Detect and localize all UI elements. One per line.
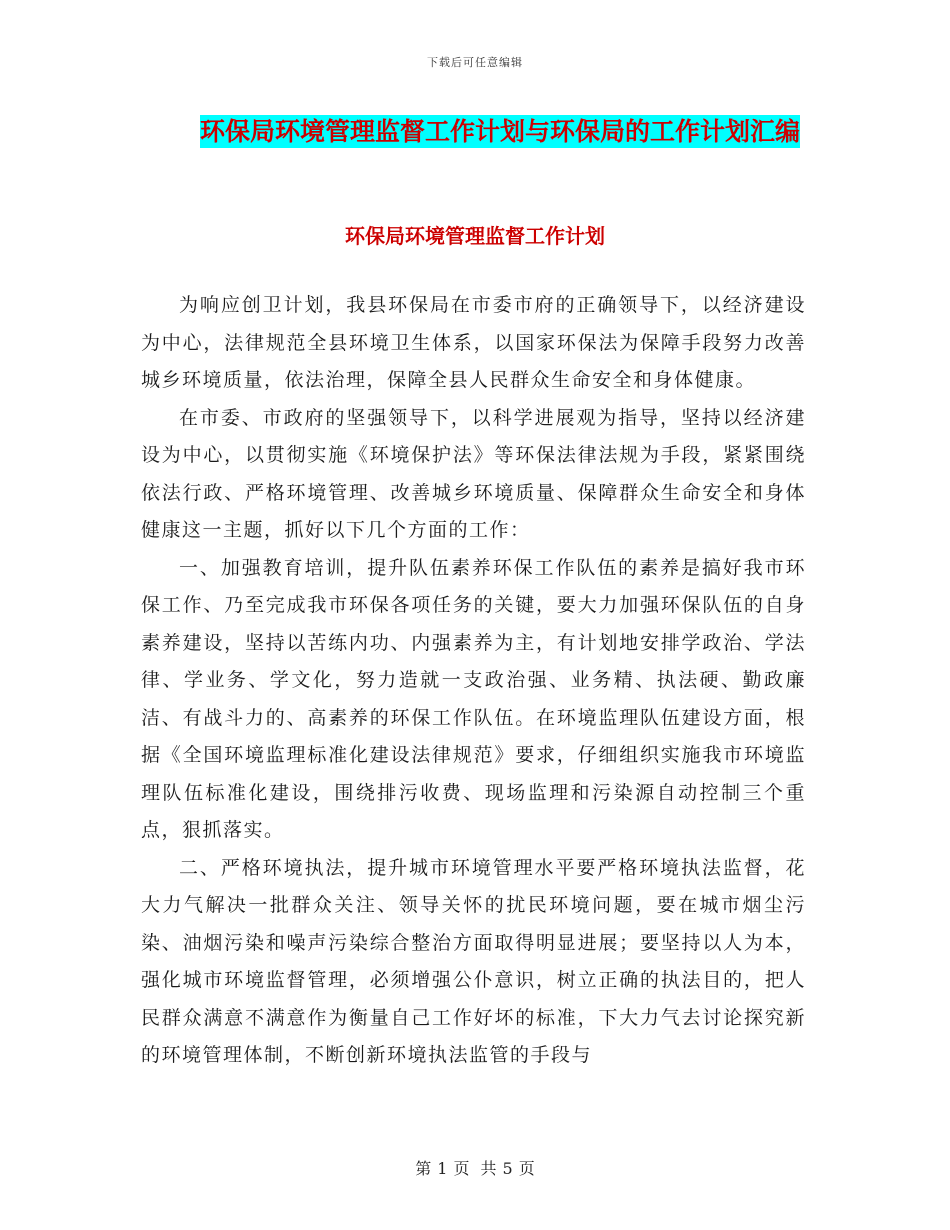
- page-current: 1: [437, 1159, 448, 1178]
- main-title-text: 环保局环境管理监督工作计划与环保局的工作计划汇编: [199, 117, 800, 146]
- document-main-title: [190, 110, 810, 154]
- header-note: 下载后可任意编辑: [427, 56, 523, 69]
- paragraph-guidance: 在市委、市政府的坚强领导下，以科学进展观为指导，坚持以经济建设为中心，以贯彻实施《环境保护法》等环保法律法规为手段，紧紧围绕依法行政、严格环境管理、改善城乡环境质量、保障群众生命安全和身体健康这一主题，抓好以下几个方面的工作：: [141, 406, 806, 541]
- page-total: 5: [502, 1159, 513, 1178]
- paragraph-item-1: 一、加强教育培训，提升队伍素养环保工作队伍的素养是搞好我市环保工作、乃至完成我市环保各项任务的关键，要大力加强环保队伍的自身素养建设，坚持以苦练内功、内强素养为主，有计划地安排学政治、学法律、学业务、学文化，努力造就一支政治强、业务精、执法硬、勤政廉洁、有战斗力的、高素养的环保工作队伍。在环境监理队伍建设方面，根据《全国环境监理标准化建设法律规范》要求，仔细组织实施我市环境监理队伍标准化建设，围绕排污收费、现场监理和污染源自动控制三个重点，狠抓落实。: [141, 556, 806, 841]
- paragraph-item-2: 二、严格环境执法，提升城市环境管理水平要严格环境执法监督，花大力气解决一批群众关注、领导关怀的扰民环境问题，要在城市烟尘污染、油烟污染和噪声污染综合整治方面取得明显进展；要坚持以人为本，强化城市环境监督管理，必须增强公仆意识，树立正确的执法目的，把人民群众满意不满意作为衡量自己工作好坏的标准，下大力气去讨论探究新的环境管理体制，不断创新环境执法监管的手段与: [141, 856, 806, 1066]
- document-body: [141, 287, 806, 1075]
- page-prefix: 第: [415, 1159, 432, 1178]
- paragraph-intro: 为响应创卫计划，我县环保局在市委市府的正确领导下，以经济建设为中心，法律规范全县环境卫生体系，以国家环保法为保障手段努力改善城乡环境质量，依法治理，保障全县人民群众生命安全和身体健康。: [141, 294, 806, 391]
- page-footer: [0, 1156, 950, 1179]
- section-title: 环保局环境管理监督工作计划: [345, 224, 605, 248]
- page-suffix: 页: [518, 1159, 535, 1178]
- page-mid: 页 共: [453, 1159, 497, 1178]
